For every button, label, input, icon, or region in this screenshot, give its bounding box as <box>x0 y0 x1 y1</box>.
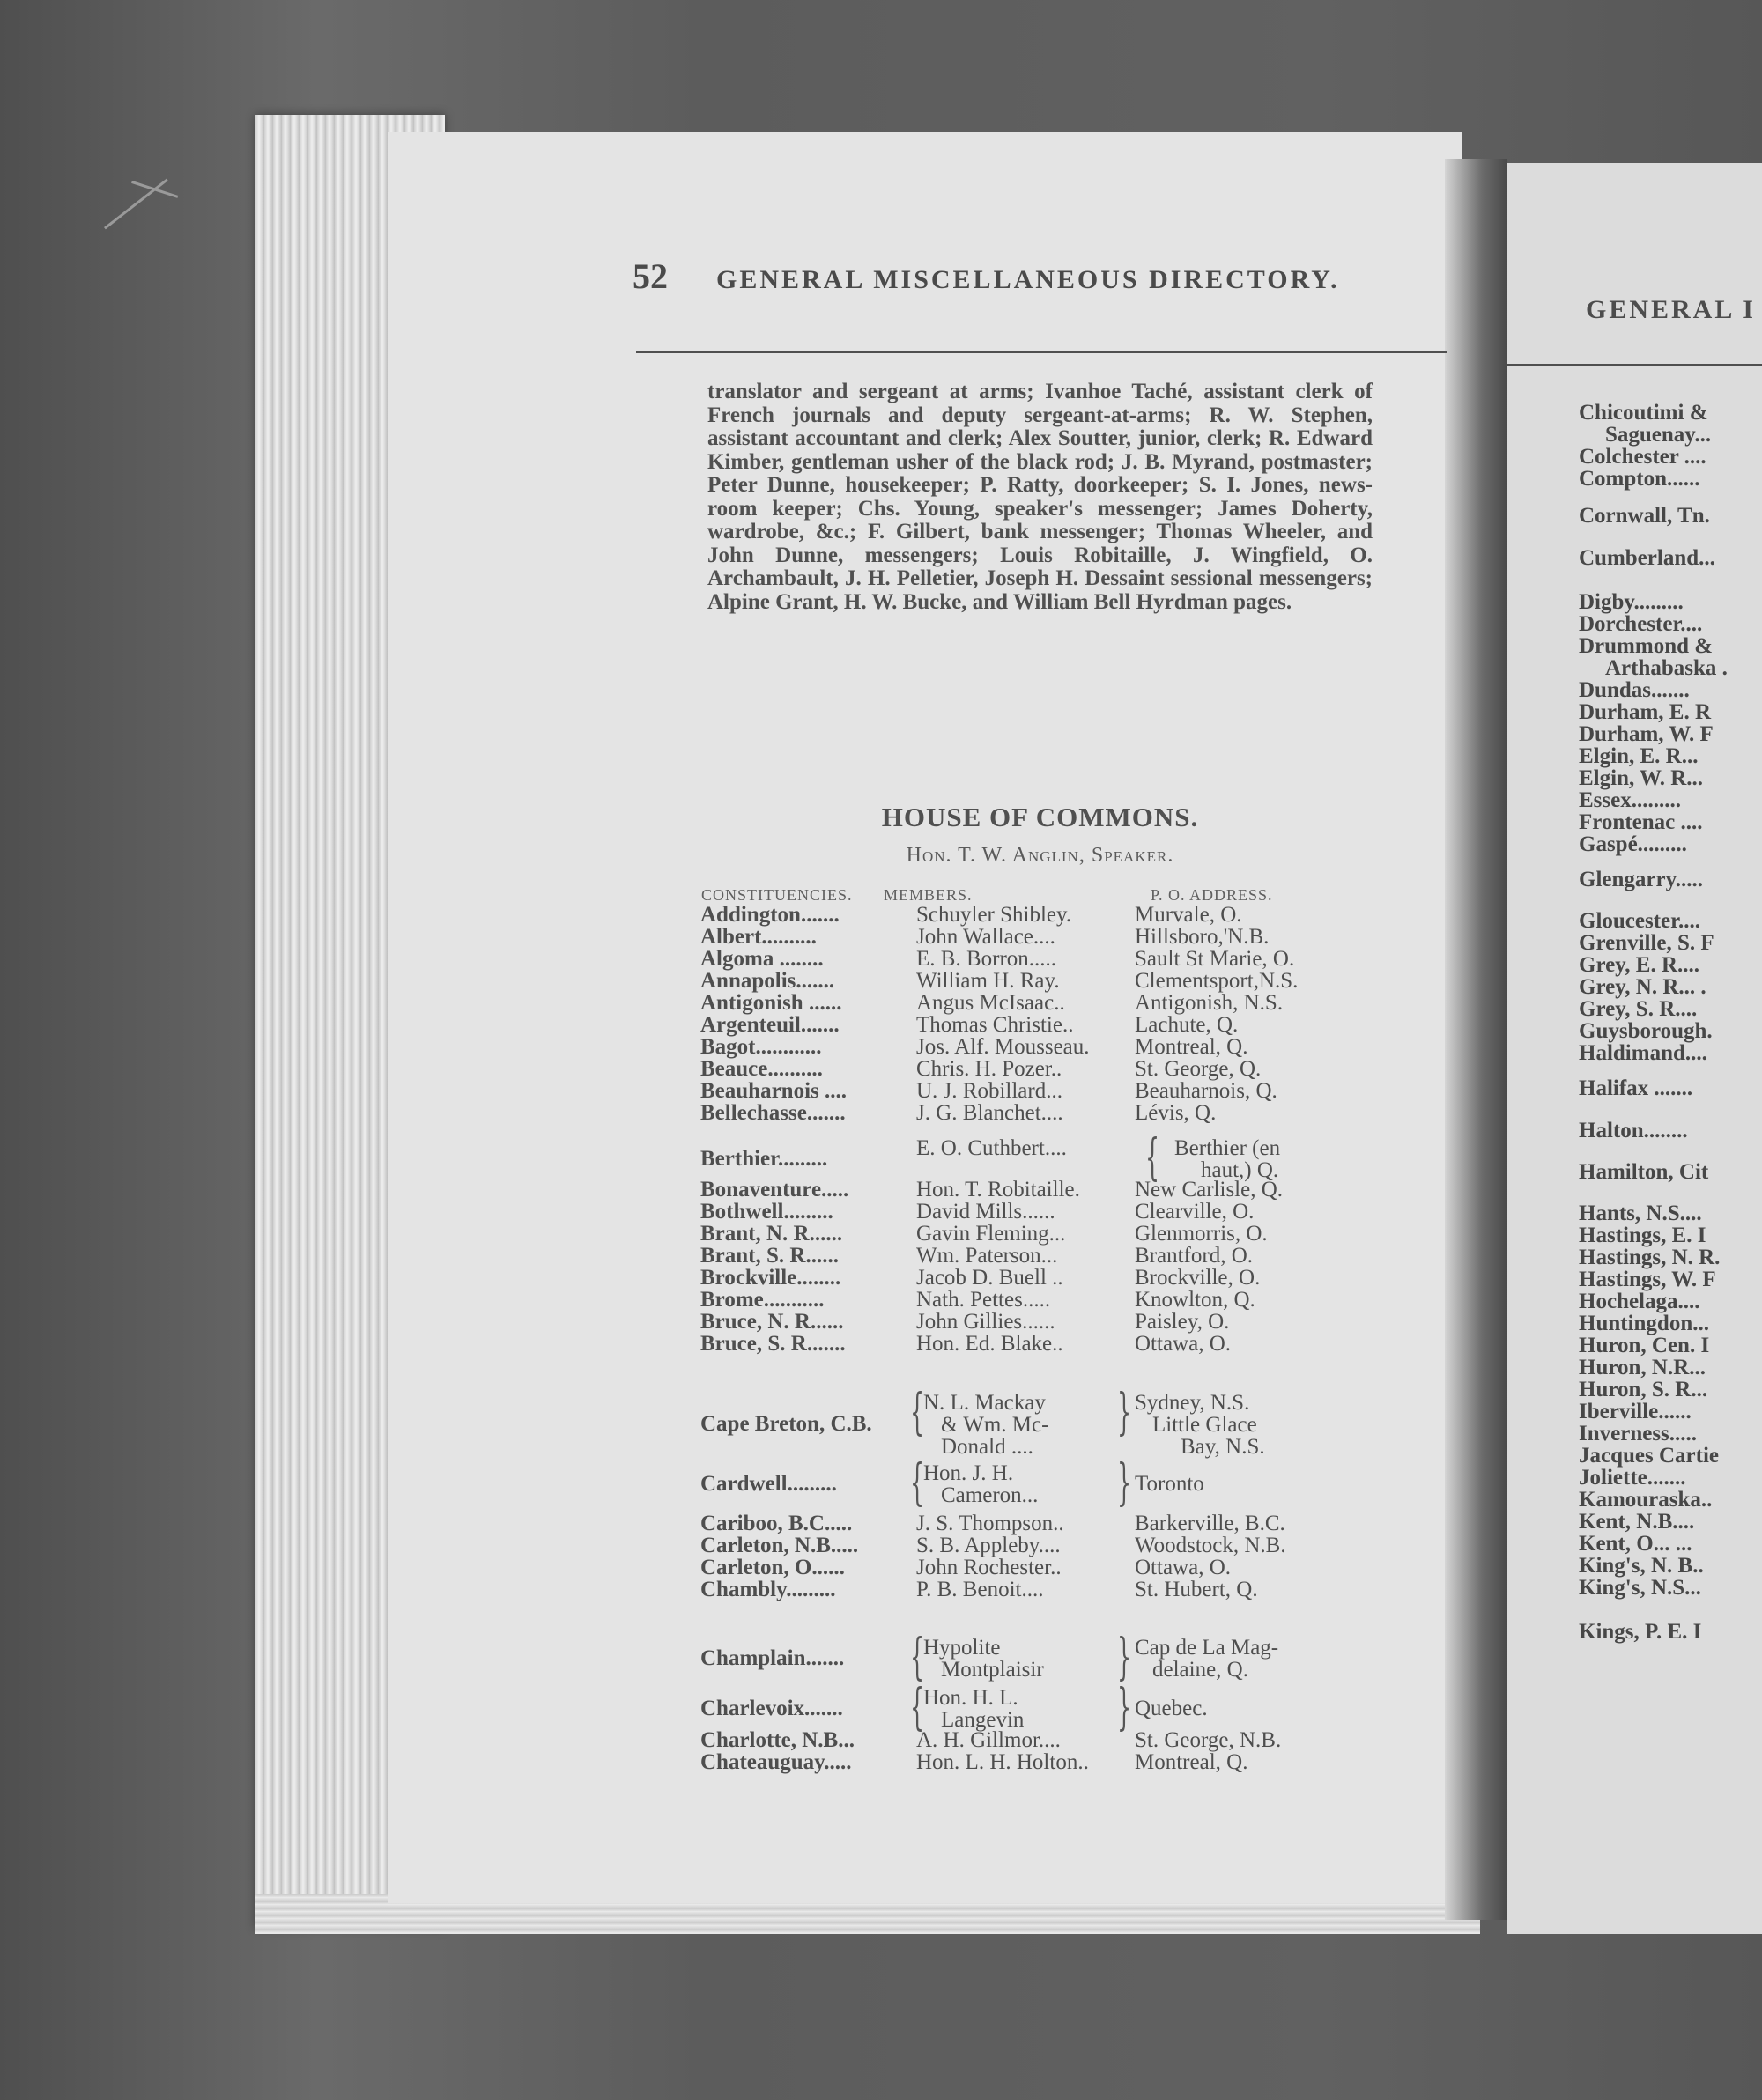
constituency-name: Annapolis....... <box>700 969 835 993</box>
post-office-address: New Carlisle, Q. <box>1135 1178 1284 1202</box>
constituency-name: Addington....... <box>700 903 840 927</box>
member-name-continued: & Wm. Mc- <box>941 1413 1049 1437</box>
constituency-name: Cariboo, B.C..... <box>700 1512 853 1535</box>
right-constituency-name: Hastings, N. R. <box>1579 1246 1721 1269</box>
right-constituency-name: King's, N.S... <box>1579 1576 1701 1600</box>
intro-paragraph: translator and sergeant at arms; Ivanhoe Taché, assistant clerk of French journals and deputy sergeant-at-arms; R. W. Stephen, assistant accountant and clerk; Alex Soutter, junior, clerk; R. Edward Kimber, gentleman usher of the black rod; J. B. Myrand, postmaster; Peter Dunne, housekeeper; P. Ratty, doorkeeper; S. I. Jones, news-room keeper; Chs. Young, speaker's messenger; James Doherty, wardrobe, &c.; F. Gilbert, bank messenger; Thomas Wheeler, and John Dunne, messengers; Louis Robitaille, J. Wingfield, O. Archambault, J. H. Pelletier, Joseph H. Dessaint sessional messengers; Alpine Grant, H. W. Bucke, and William Bell Hyrdman pages. <box>707 380 1373 614</box>
post-office-address: Toronto <box>1135 1472 1204 1496</box>
right-constituency-name: Halifax ....... <box>1579 1076 1693 1100</box>
running-head-title: GENERAL MISCELLANEOUS DIRECTORY. <box>716 265 1340 294</box>
constituency-name: Chateauguay..... <box>700 1750 852 1774</box>
constituency-name: Bothwell......... <box>700 1200 833 1224</box>
post-office-address: Glenmorris, O. <box>1135 1222 1268 1246</box>
member-name: Jos. Alf. Mousseau. <box>916 1035 1090 1059</box>
right-constituency-name: Huntingdon... <box>1579 1312 1709 1335</box>
post-office-address: Clementsport,N.S. <box>1135 969 1299 993</box>
right-constituency-name: Chicoutimi & <box>1579 401 1708 425</box>
member-name: Hon. Ed. Blake.. <box>916 1332 1063 1356</box>
right-constituency-name: Huron, Cen. I <box>1579 1334 1710 1357</box>
post-office-address: Barkerville, B.C. <box>1135 1512 1285 1535</box>
post-office-address: Lévis, Q. <box>1135 1101 1217 1125</box>
post-office-address: Montreal, Q. <box>1135 1750 1248 1774</box>
member-name: Hon. J. H. <box>923 1461 1014 1485</box>
post-office-address: St. George, Q. <box>1135 1057 1262 1081</box>
member-name-continued: Donald .... <box>941 1435 1033 1459</box>
post-office-address: Clearville, O. <box>1135 1200 1255 1224</box>
right-constituency-name: Grey, E. R.... <box>1579 953 1700 977</box>
right-constituency-name: Saguenay... <box>1605 423 1712 447</box>
member-name: A. H. Gillmor.... <box>916 1728 1061 1752</box>
right-constituency-name: Huron, S. R... <box>1579 1378 1708 1401</box>
post-office-address: Cap de La Mag- <box>1135 1636 1279 1660</box>
post-office-address: Brantford, O. <box>1135 1244 1253 1268</box>
post-office-address: Beauharnois, Q. <box>1135 1079 1277 1103</box>
right-constituency-name: Grenville, S. F <box>1579 931 1714 955</box>
constituency-name: Brant, S. R...... <box>700 1244 839 1268</box>
right-constituency-name: Elgin, W. R... <box>1579 766 1704 790</box>
member-name: Gavin Fleming... <box>916 1222 1066 1246</box>
constituency-name: Cardwell......... <box>700 1472 837 1496</box>
right-constituency-name: Arthabaska . <box>1605 656 1728 680</box>
page-number: 52 <box>633 256 668 296</box>
post-office-address: Knowlton, Q. <box>1135 1288 1255 1312</box>
member-name: Schuyler Shibley. <box>916 903 1072 927</box>
right-constituency-name: Durham, E. R <box>1579 700 1712 724</box>
right-constituency-name: Kent, N.B.... <box>1579 1510 1695 1534</box>
brace-open: { <box>910 1629 925 1686</box>
post-office-address-continued: Bay, N.S. <box>1181 1435 1265 1459</box>
member-name: Jacob D. Buell .. <box>916 1266 1063 1290</box>
right-constituency-name: Hastings, E. I <box>1579 1224 1706 1247</box>
member-name: U. J. Robillard... <box>916 1079 1062 1103</box>
right-constituency-name: Cornwall, Tn. <box>1579 504 1710 528</box>
right-constituency-name: Hants, N.S.... <box>1579 1202 1702 1225</box>
member-name: Nath. Pettes..... <box>916 1288 1051 1312</box>
constituency-name: Algoma ........ <box>700 947 824 971</box>
constituency-name: Bonaventure..... <box>700 1178 849 1202</box>
post-office-address: Quebec. <box>1135 1697 1208 1720</box>
member-name: Thomas Christie.. <box>916 1013 1074 1037</box>
constituency-name: Beauce.......... <box>700 1057 823 1081</box>
right-constituency-name: Kent, O... ... <box>1579 1532 1692 1556</box>
right-constituency-name: Essex......... <box>1579 788 1681 812</box>
member-name-continued: Montplaisir <box>941 1658 1044 1682</box>
member-name: John Wallace.... <box>916 925 1055 949</box>
right-constituency-name: Grey, S. R.... <box>1579 997 1698 1021</box>
right-constituency-name: Inverness..... <box>1579 1422 1698 1446</box>
post-office-address: Paisley, O. <box>1135 1310 1230 1334</box>
post-office-address: Murvale, O. <box>1135 903 1242 927</box>
right-constituency-name: Dundas....... <box>1579 678 1690 702</box>
post-office-address: Antigonish, N.S. <box>1135 991 1284 1015</box>
post-office-address: Ottawa, O. <box>1135 1556 1231 1579</box>
post-office-address-continued: Little Glace <box>1152 1413 1257 1437</box>
constituency-name: Antigonish ...... <box>700 991 842 1015</box>
brace-open: { <box>910 1454 925 1512</box>
post-office-address: Hillsboro,'N.B. <box>1135 925 1270 949</box>
constituency-name: Brockville........ <box>700 1266 841 1290</box>
member-name: Wm. Paterson... <box>916 1244 1058 1268</box>
right-constituency-name: Drummond & <box>1579 634 1714 658</box>
constituency-name: Argenteuil....... <box>700 1013 840 1037</box>
member-name: David Mills...... <box>916 1200 1055 1224</box>
member-name: E. B. Borron..... <box>916 947 1057 971</box>
column-header-members: MEMBERS. <box>884 886 973 904</box>
constituency-name: Carleton, O...... <box>700 1556 845 1579</box>
right-constituency-name: Compton...... <box>1579 467 1700 491</box>
member-name: Hon. T. Robitaille. <box>916 1178 1080 1202</box>
right-constituency-name: Frontenac .... <box>1579 810 1703 834</box>
member-name: P. B. Benoit.... <box>916 1578 1044 1601</box>
right-constituency-name: Elgin, E. R... <box>1579 744 1699 768</box>
post-office-address: Lachute, Q. <box>1135 1013 1239 1037</box>
constituency-name: Charlevoix....... <box>700 1697 843 1720</box>
brace-close: } <box>1117 1679 1132 1736</box>
right-constituency-name: Hochelaga.... <box>1579 1290 1700 1313</box>
right-constituency-name: Joliette....... <box>1579 1466 1686 1490</box>
right-constituency-name: Kings, P. E. I <box>1579 1620 1702 1644</box>
member-name: Hon. L. H. Holton.. <box>916 1750 1089 1774</box>
member-name: William H. Ray. <box>916 969 1060 993</box>
right-constituency-name: Haldimand.... <box>1579 1041 1707 1065</box>
brace-open: { <box>1145 1129 1160 1187</box>
post-office-address: Berthier (en <box>1174 1136 1281 1160</box>
right-constituency-name: Kamouraska.. <box>1579 1488 1713 1512</box>
member-name: John Rochester.. <box>916 1556 1062 1579</box>
constituency-name: Cape Breton, C.B. <box>700 1412 872 1436</box>
right-constituency-name: Gloucester.... <box>1579 909 1700 933</box>
brace-close: } <box>1117 1384 1132 1441</box>
post-office-address: Sault St Marie, O. <box>1135 947 1295 971</box>
section-title: HOUSE OF COMMONS. <box>881 802 1199 832</box>
column-header-constituencies: CONSTITUENCIES. <box>701 886 853 904</box>
right-constituency-name: Gaspé......... <box>1579 832 1687 856</box>
right-constituency-name: Hastings, W. F <box>1579 1268 1716 1291</box>
constituency-name: Brant, N. R...... <box>700 1222 843 1246</box>
post-office-address: Woodstock, N.B. <box>1135 1534 1286 1557</box>
brace-close: } <box>1117 1454 1132 1512</box>
member-name: N. L. Mackay <box>923 1391 1046 1415</box>
post-office-address: Sydney, N.S. <box>1135 1391 1250 1415</box>
post-office-address: Montreal, Q. <box>1135 1035 1248 1059</box>
constituency-name: Bruce, N. R...... <box>700 1310 844 1334</box>
member-name: John Gillies...... <box>916 1310 1055 1334</box>
right-constituency-name: Hamilton, Cit <box>1579 1160 1709 1184</box>
member-name: Hon. H. L. <box>923 1686 1018 1710</box>
right-constituency-name: Digby......... <box>1579 590 1684 614</box>
member-name: J. S. Thompson.. <box>916 1512 1064 1535</box>
right-constituency-name: Glengarry..... <box>1579 868 1703 891</box>
right-constituency-name: Huron, N.R... <box>1579 1356 1706 1379</box>
member-name-continued: Cameron... <box>941 1483 1039 1507</box>
member-name: Chris. H. Pozer.. <box>916 1057 1062 1081</box>
right-running-head: GENERAL I <box>1586 295 1756 324</box>
member-name-continued: Langevin <box>941 1708 1025 1732</box>
brace-close: } <box>1117 1629 1132 1686</box>
right-constituency-name: Cumberland... <box>1579 546 1715 570</box>
constituency-name: Bagot............ <box>700 1035 822 1059</box>
right-constituency-name: Halton........ <box>1579 1119 1688 1142</box>
post-office-address: Brockville, O. <box>1135 1266 1261 1290</box>
right-constituency-name: Durham, W. F <box>1579 722 1714 746</box>
constituency-name: Berthier......... <box>700 1147 828 1171</box>
right-constituency-name: Dorchester.... <box>1579 612 1703 636</box>
brace-open: { <box>910 1384 925 1441</box>
post-office-address: St. Hubert, Q. <box>1135 1578 1258 1601</box>
right-constituency-name: Jacques Cartie <box>1579 1444 1719 1468</box>
constituency-name: Carleton, N.B..... <box>700 1534 859 1557</box>
post-office-address: Ottawa, O. <box>1135 1332 1231 1356</box>
constituency-name: Albert.......... <box>700 925 817 949</box>
member-name: Hypolite <box>923 1636 1001 1660</box>
right-constituency-name: Iberville...... <box>1579 1400 1692 1423</box>
member-name: S. B. Appleby.... <box>916 1534 1061 1557</box>
right-constituency-name: Grey, N. R... . <box>1579 975 1706 999</box>
post-office-address: St. George, N.B. <box>1135 1728 1282 1752</box>
constituency-name: Brome........... <box>700 1288 825 1312</box>
constituency-name: Bruce, S. R....... <box>700 1332 846 1356</box>
right-constituency-name: Guysborough. <box>1579 1019 1713 1043</box>
right-constituency-name: Colchester .... <box>1579 445 1706 469</box>
constituency-name: Beauharnois .... <box>700 1079 848 1103</box>
member-name: Angus McIsaac.. <box>916 991 1065 1015</box>
speaker-line: Hon. T. W. Anglin, Speaker. <box>906 844 1174 867</box>
post-office-address-continued: haut,) Q. <box>1201 1158 1279 1182</box>
member-name: E. O. Cuthbert.... <box>916 1136 1067 1160</box>
brace-open: { <box>910 1679 925 1736</box>
constituency-name: Charlotte, N.B... <box>700 1728 855 1752</box>
constituency-name: Champlain....... <box>700 1646 845 1670</box>
right-constituency-name: King's, N. B.. <box>1579 1554 1704 1578</box>
constituency-name: Chambly......... <box>700 1578 836 1601</box>
column-header-address: P. O. ADDRESS. <box>1151 886 1273 904</box>
post-office-address-continued: delaine, Q. <box>1152 1658 1248 1682</box>
member-name: J. G. Blanchet.... <box>916 1101 1063 1125</box>
constituency-name: Bellechasse....... <box>700 1101 846 1125</box>
